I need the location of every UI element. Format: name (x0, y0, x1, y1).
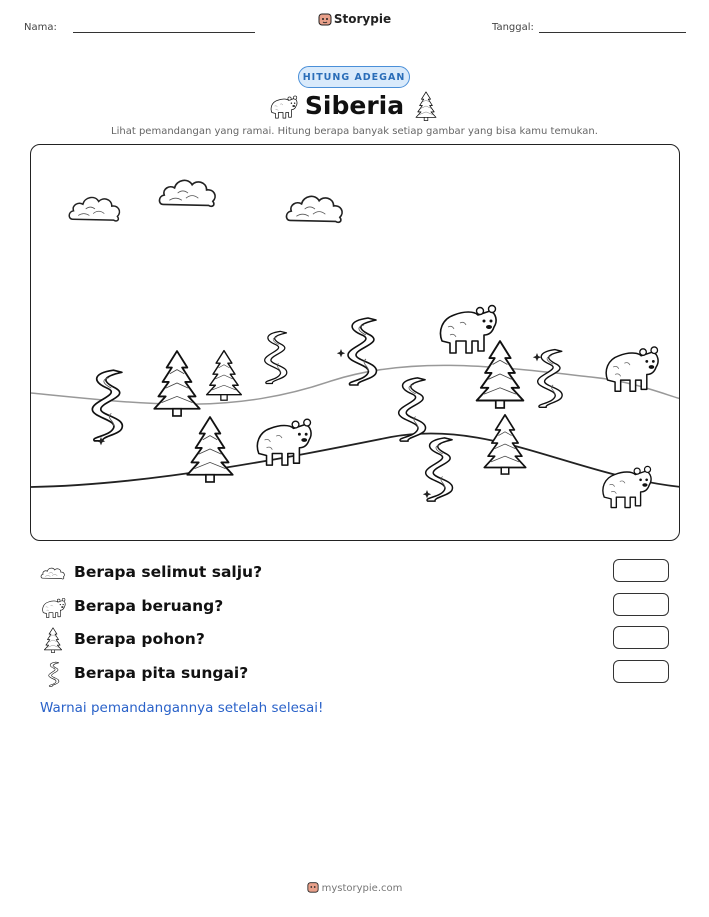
page-title: Siberia (304, 91, 405, 120)
bear-icon (257, 419, 311, 465)
storypie-logo-icon (307, 881, 319, 893)
brand-name: Storypie (333, 12, 392, 26)
footer-site (0, 881, 709, 894)
snow-cloud-icon (286, 196, 342, 222)
storypie-logo-icon (318, 12, 332, 26)
answer-river-input[interactable] (613, 660, 669, 683)
bear-icon (606, 347, 658, 391)
river-icon (40, 661, 66, 687)
snow-cloud-icon (159, 180, 215, 206)
river-icon (426, 438, 453, 501)
closing-instruction: Warnai pemandangannya setelah selesai! (40, 700, 324, 716)
river-icon (399, 378, 426, 441)
bear-icon (441, 306, 497, 354)
pine-tree-icon (484, 415, 525, 474)
question-tree: Berapa pohon? (74, 630, 205, 648)
pine-tree-icon (154, 351, 199, 416)
name-field[interactable] (73, 32, 255, 33)
question-river: Berapa pita sungai? (74, 664, 249, 682)
answer-bear-input[interactable] (613, 593, 669, 616)
name-label: Nama: (24, 22, 57, 33)
brand (0, 12, 709, 26)
pine-tree-icon (187, 417, 232, 482)
river-icon (265, 331, 287, 383)
footer-url: mystorypie.com (321, 883, 403, 894)
pine-tree-icon (40, 627, 66, 653)
instructions: Lihat pemandangan yang ramai. Hitung berapa banyak setiap gambar yang bisa kamu temukan. (111, 126, 598, 137)
date-label: Tanggal: (492, 22, 534, 33)
pine-tree-icon (207, 351, 242, 401)
scene-illustration (31, 145, 680, 541)
answer-snow-input[interactable] (613, 559, 669, 582)
count-scene (30, 144, 680, 541)
front-hill-line (31, 433, 680, 487)
activity-badge: HITUNG ADEGAN (298, 66, 410, 88)
question-snow: Berapa selimut salju? (74, 563, 263, 581)
river-icon (92, 370, 122, 441)
bear-icon (40, 594, 66, 620)
pine-tree-icon (414, 91, 438, 121)
answer-tree-input[interactable] (613, 626, 669, 649)
date-field[interactable] (539, 32, 686, 33)
question-bear: Berapa beruang? (74, 597, 224, 615)
river-icon (538, 350, 562, 408)
snow-cloud-icon (40, 560, 66, 586)
snow-cloud-icon (69, 197, 119, 220)
